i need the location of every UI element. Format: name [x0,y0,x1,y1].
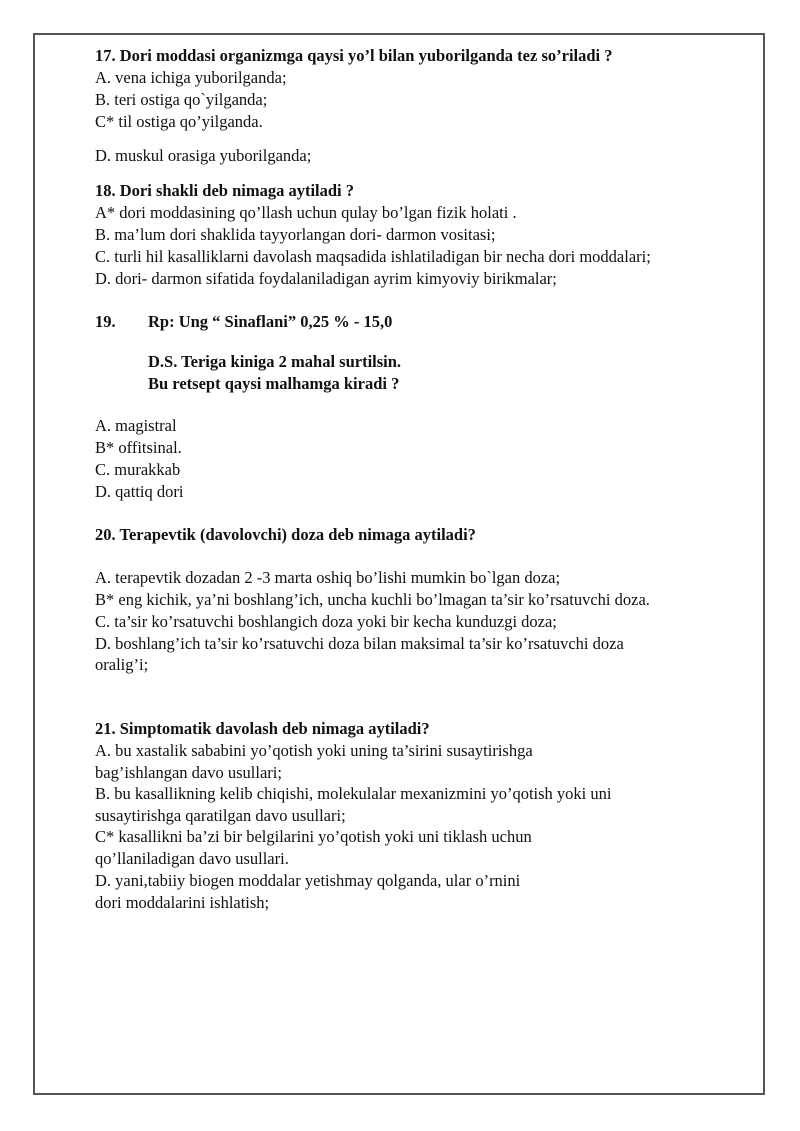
q18-question: 18. Dori shakli deb nimaga aytiladi ? [95,181,354,200]
q18-option-d: D. dori- darmon sifatida foydalaniladigan ayrim kimyoviy birikmalar; [95,269,557,288]
q21-option-b-cont: susaytirishga qaratilgan davo usullari; [95,806,346,825]
q20-option-d-cont: oralig’i; [95,655,149,674]
q21-option-d: D. yani,tabiiy biogen moddalar yetishmay qolganda, ular o’rnini [95,871,521,890]
q18-option-c: C. turli hil kasalliklarni davolash maqsadida ishlatiladigan bir necha dori moddalari; [95,247,651,266]
q19-option-c: C. murakkab [95,460,181,479]
q17-option-b: B. teri ostiga qo`yilganda; [95,90,268,109]
q17-option-c: C* til ostiga qo’yilganda. [95,112,263,131]
q19-option-b: B* offitsinal. [95,438,182,457]
q19-question: Bu retsept qaysi malhamga kiradi ? [148,374,400,393]
q19-recipe: Rp: Ung “ Sinaflani” 0,25 % - 15,0 [148,312,393,331]
q20-option-b: B* eng kichik, ya’ni boshlang’ich, uncha kuchli bo’lmagan ta’sir ko’rsatuvchi doza. [95,590,650,609]
q20-option-a: A. terapevtik dozadan 2 -3 marta oshiq bo’lishi mumkin bo`lgan doza; [95,568,561,587]
q17-option-d: D. muskul orasiga yuborilganda; [95,146,312,165]
q19-option-d: D. qattiq dori [95,482,184,501]
q21-option-c-cont: qo’llaniladigan davo usullari. [95,849,289,868]
q19-signa: D.S. Teriga kiniga 2 mahal surtilsin. [148,352,402,371]
q21-question: 21. Simptomatik davolash deb nimaga aytiladi? [95,719,430,738]
q17-option-a: A. vena ichiga yuborilganda; [95,68,287,87]
q20-option-c: C. ta’sir ko’rsatuvchi boshlangich doza yoki bir kecha kunduzgi doza; [95,612,557,631]
q21-option-c: C* kasallikni ba’zi bir belgilarini yo’qotish yoki uni tiklash uchun [95,827,532,846]
q21-option-d-cont: dori moddalarini ishlatish; [95,893,270,912]
q21-option-b: B. bu kasallikning kelib chiqishi, molekulalar mexanizmini yo’qotish yoki uni [95,784,612,803]
q20-question: 20. Terapevtik (davolovchi) doza deb nimaga aytiladi? [95,525,476,544]
q21-option-a-cont: bag’ishlangan davo usullari; [95,763,282,782]
q17-question: 17. Dori moddasi organizmga qaysi yo’l bilan yuborilganda tez so’riladi ? [95,46,613,65]
q19-option-a: A. magistral [95,416,177,435]
q20-option-d: D. boshlang’ich ta’sir ko’rsatuvchi doza bilan maksimal ta’sir ko’rsatuvchi doza [95,634,624,653]
q21-option-a: A. bu xastalik sababini yo’qotish yoki uning ta’sirini susaytirishga [95,741,533,760]
q19-number: 19. [95,312,116,331]
q18-option-a: A* dori moddasining qo’llash uchun qulay bo’lgan fizik holati . [95,203,517,222]
q18-option-b: B. ma’lum dori shaklida tayyorlangan dori- darmon vositasi; [95,225,496,244]
